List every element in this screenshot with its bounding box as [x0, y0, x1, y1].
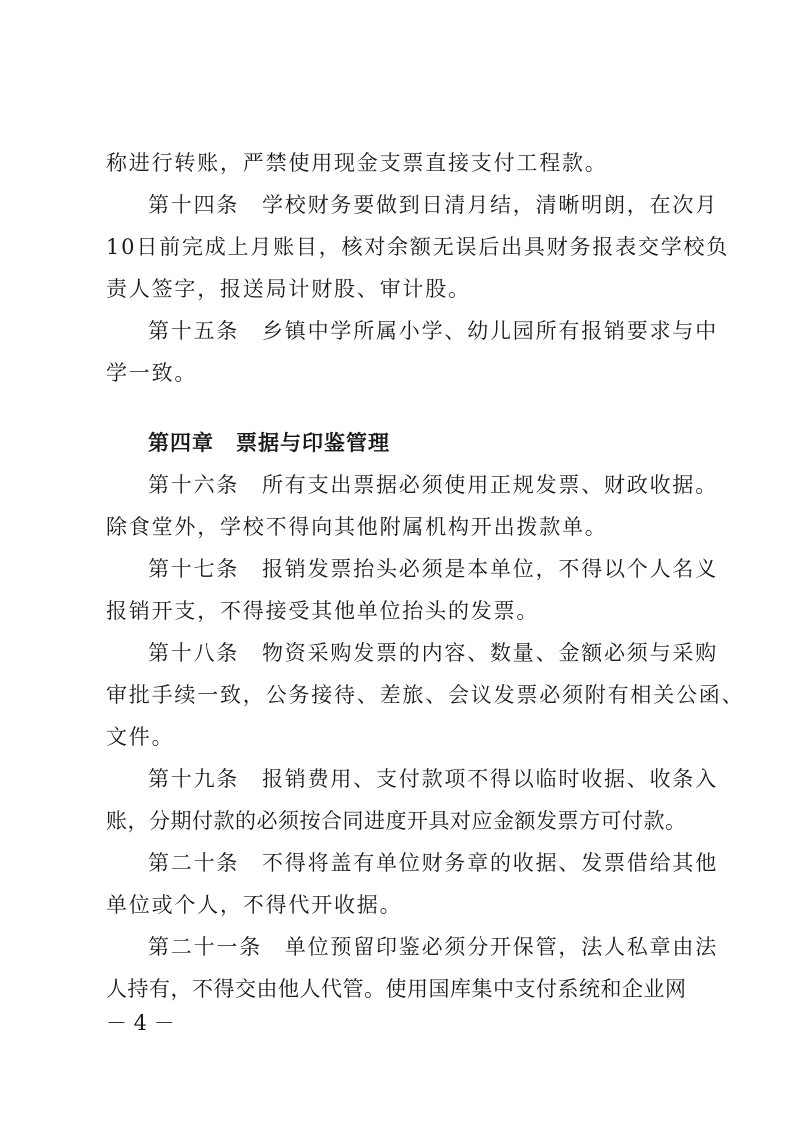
body-text-line: 称进行转账，严禁使用现金支票直接支付工程款。	[106, 151, 608, 175]
article-21-start: 第二十一条 单位预留印鉴必须分开保管，法人私章由法	[148, 935, 718, 959]
body-text-line: 学一致。	[106, 361, 198, 385]
body-text-line: 单位或个人，不得代开收据。	[106, 893, 403, 917]
body-text-line: 10日前完成上月账目，核对余额无误后出具财务报表交学校负	[106, 235, 730, 259]
article-14-start: 第十四条 学校财务要做到日清月结，清晰明朗，在次月	[148, 193, 718, 217]
article-20-start: 第二十条 不得将盖有单位财务章的收据、发票借给其他	[148, 851, 718, 875]
article-15-start: 第十五条 乡镇中学所属小学、幼儿园所有报销要求与中	[148, 319, 718, 343]
body-text-line: 审批手续一致，公务接待、差旅、会议发票必须附有相关公函、	[106, 683, 745, 707]
article-19-start: 第十九条 报销费用、支付款项不得以临时收据、收条入	[148, 767, 718, 791]
body-text-line: 文件。	[106, 725, 175, 749]
page-number: － 4 －	[106, 1011, 175, 1035]
article-17-start: 第十七条 报销发票抬头必须是本单位，不得以个人名义	[148, 557, 718, 581]
article-18-start: 第十八条 物资采购发票的内容、数量、金额必须与采购	[148, 641, 718, 665]
body-text-line: 人持有，不得交由他人代管。使用国库集中支付系统和企业网	[106, 977, 687, 1001]
body-text-line: 账，分期付款的必须按合同进度开具对应金额发票方可付款。	[106, 809, 687, 833]
body-text-line: 除食堂外，学校不得向其他附属机构开出拨款单。	[106, 515, 608, 539]
body-text-line: 责人签字，报送局计财股、审计股。	[106, 277, 471, 301]
chapter-heading: 第四章 票据与印鉴管理	[148, 431, 390, 455]
article-16-start: 第十六条 所有支出票据必须使用正规发票、财政收据。	[148, 473, 718, 497]
body-text-line: 报销开支，不得接受其他单位抬头的发票。	[106, 599, 540, 623]
